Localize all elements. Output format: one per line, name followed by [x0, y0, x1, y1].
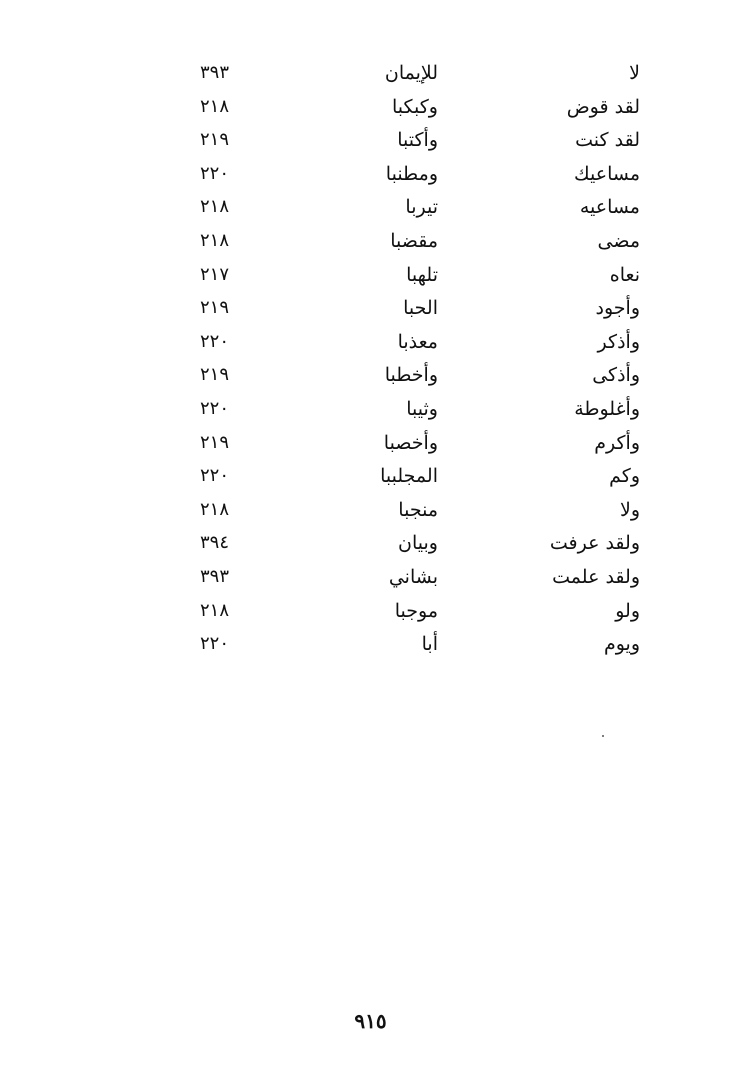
index-row	[190, 291, 650, 325]
verse-first-word: وكم	[609, 465, 640, 488]
page-reference: ٢١٨	[200, 498, 230, 520]
page-reference: ٢٢٠	[200, 162, 230, 184]
index-row	[190, 493, 650, 527]
index-row	[190, 56, 650, 90]
verse-rhyme-word: موجبا	[394, 599, 438, 622]
verse-rhyme-word: وأخصبا	[383, 431, 438, 454]
verse-first-word: ولقد عرفت	[549, 532, 640, 555]
index-row	[190, 627, 650, 661]
verse-rhyme-word: المجلببا	[380, 465, 438, 488]
index-row	[190, 426, 650, 460]
verse-index-table	[190, 56, 650, 661]
verse-first-word: مساعيه	[579, 196, 640, 219]
verse-rhyme-word: وبيان	[398, 532, 438, 555]
verse-first-word: ويوم	[603, 633, 640, 656]
page-reference: ٢٢٠	[200, 633, 230, 655]
verse-rhyme-word: مقضبا	[390, 229, 438, 252]
verse-first-word: نعاه	[609, 263, 640, 286]
index-row	[190, 392, 650, 426]
page-reference: ٢٢٠	[200, 465, 230, 487]
verse-rhyme-word: بشاني	[388, 565, 438, 588]
verse-rhyme-word: الحبا	[403, 297, 438, 320]
page-reference: ٢١٨	[200, 95, 230, 117]
index-row	[190, 224, 650, 258]
verse-rhyme-word: أبا	[421, 633, 438, 656]
verse-rhyme-word: للإيمان	[384, 62, 438, 84]
page-reference: ٢١٨	[200, 196, 230, 218]
index-row	[190, 90, 650, 124]
verse-first-word: وأذكى	[592, 364, 640, 387]
verse-first-word: مضى	[597, 229, 640, 252]
index-row	[190, 526, 650, 560]
page-reference: ٢٢٠	[200, 397, 230, 419]
index-row	[190, 594, 650, 628]
page-number: ٩١٥	[354, 1009, 387, 1033]
verse-rhyme-word: ومطنبا	[385, 162, 438, 185]
verse-first-word: لا	[629, 62, 640, 84]
paper-speck	[602, 735, 604, 737]
index-row	[190, 258, 650, 292]
page-reference: ٢١٨	[200, 599, 230, 621]
verse-rhyme-word: وثيبا	[406, 397, 438, 420]
index-row	[190, 190, 650, 224]
page-reference: ٣٩٣	[200, 565, 230, 587]
verse-first-word: ولو	[615, 599, 640, 622]
index-row	[190, 123, 650, 157]
page-reference: ٢١٧	[200, 263, 230, 285]
verse-first-word: ولا	[619, 498, 640, 521]
page-reference: ٢١٨	[200, 229, 230, 251]
verse-first-word: وأجود	[595, 297, 640, 320]
index-row	[190, 157, 650, 191]
verse-first-word: وأذكر	[597, 330, 640, 353]
index-row	[190, 325, 650, 359]
verse-rhyme-word: وكبكبا	[392, 95, 438, 118]
index-row	[190, 459, 650, 493]
verse-rhyme-word: وأخطبا	[384, 364, 438, 387]
verse-rhyme-word: معذبا	[397, 330, 438, 353]
verse-first-word: وأكرم	[594, 431, 640, 454]
index-row	[190, 560, 650, 594]
verse-rhyme-word: منجبا	[398, 498, 438, 521]
page-reference: ٣٩٣	[200, 62, 230, 83]
index-row	[190, 358, 650, 392]
verse-first-word: مساعيك	[574, 162, 640, 185]
verse-first-word: ولقد علمت	[552, 565, 640, 588]
page-reference: ٣٩٤	[200, 532, 230, 554]
page-reference: ٢١٩	[200, 129, 230, 151]
verse-rhyme-word: وأكتبا	[397, 129, 438, 152]
page-reference: ٢٢٠	[200, 330, 230, 352]
verse-rhyme-word: تيربا	[405, 196, 438, 219]
page-reference: ٢١٩	[200, 431, 230, 453]
verse-rhyme-word: تلهبا	[406, 263, 438, 286]
page-reference: ٢١٩	[200, 364, 230, 386]
verse-first-word: وأغلوطة	[574, 397, 640, 420]
verse-first-word: لقد كنت	[575, 129, 640, 152]
verse-first-word: لقد قوض	[566, 95, 640, 118]
page-reference: ٢١٩	[200, 297, 230, 319]
